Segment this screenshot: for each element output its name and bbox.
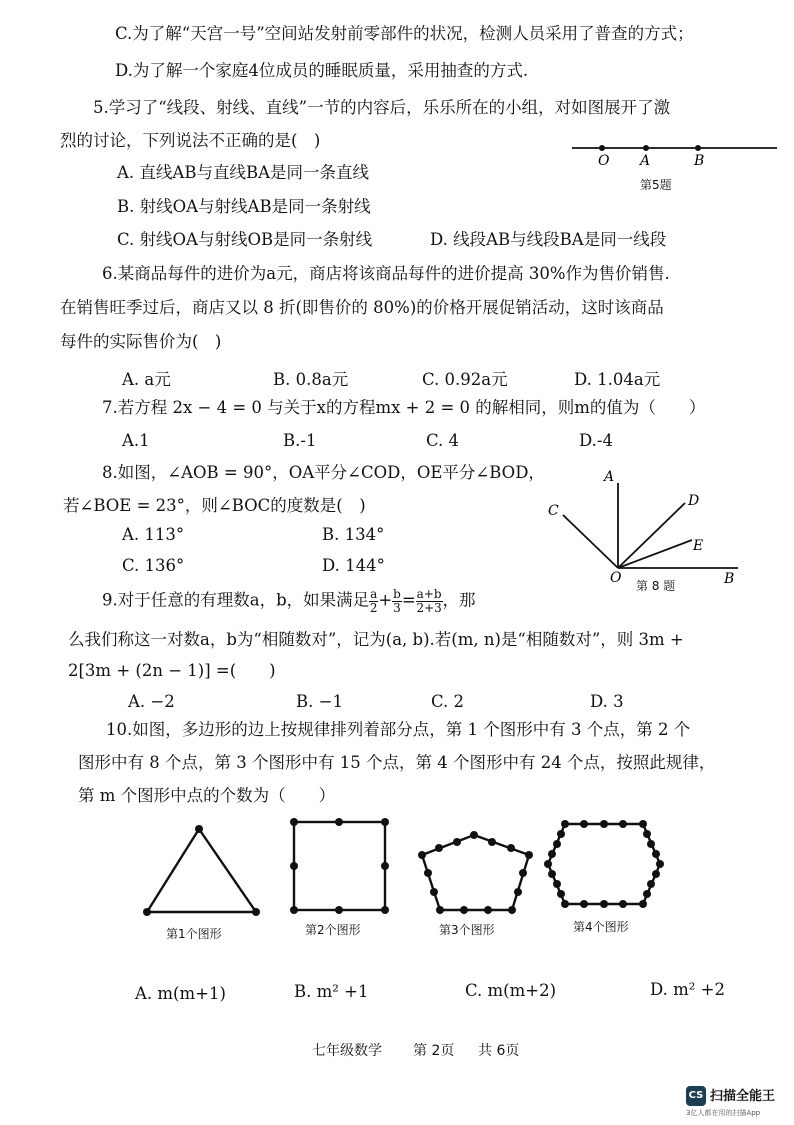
q7-option-d: D.-4 (579, 431, 613, 450)
q7-option-b: B.-1 (283, 431, 317, 450)
q8-point-a: A (604, 469, 615, 485)
q10-option-b: B. m² +1 (294, 982, 369, 1001)
q9-frac-a2: $\frac{a}{2}$ (369, 587, 378, 615)
q5-option-a: A. 直线AB与直线BA是同一条直线 (117, 163, 369, 182)
q6-line1: 6.某商品每件的进价为a元，商店将该商品每件的进价提高 30%作为售价销售. (102, 264, 670, 283)
q8-option-c: C. 136° (122, 556, 185, 575)
q7-option-c: C. 4 (426, 431, 460, 450)
prev-option-c: C.为了解“天宫一号”空间站发射前零部件的状况，检测人员采用了普查的方式； (115, 24, 694, 43)
q9-line1-pre: 9.对于任意的有理数a，b，如果满足 (102, 590, 370, 610)
q6-option-c: C. 0.92a元 (422, 370, 508, 389)
q10-line1: 10.如图，多边形的边上按规律排列着部分点，第 1 个图形中有 3 个点，第 2 个 (106, 720, 691, 739)
q8-caption: 第 8 题 (636, 579, 676, 593)
q9-line3: 2[3m + (2n − 1)] =( ) (68, 661, 276, 680)
scanner-logo-icon: CS (686, 1086, 706, 1106)
q9-frac-sum: $\frac{a+b}{2+3}$ (416, 587, 442, 615)
q6-line2: 在销售旺季过后，商店又以 8 折(即售价的 80%)的价格开展促销活动，这时该商品 (60, 298, 664, 317)
q8-point-b: B (724, 571, 735, 587)
q8-point-d: D (688, 493, 700, 509)
q10-line2: 图形中有 8 个点，第 3 个图形中有 15 个点，第 4 个图形中有 24 个点，按照此规律， (78, 753, 716, 772)
q5-point-o: O (598, 153, 610, 169)
q6-option-b: B. 0.8a元 (273, 370, 349, 389)
q5-line2: 烈的讨论，下列说法不正确的是( ) (60, 131, 321, 150)
q9-line2: 么我们称这一对数a，b为“相随数对”，记为(a, b).若(m, n)是“相随数对”，则 3m + (68, 630, 684, 649)
q9-frac-b3: $\frac{b}{3}$ (393, 587, 401, 615)
scanner-brand: 扫描全能王 (710, 1089, 776, 1104)
q10-figures (0, 810, 794, 920)
q10-caption-2: 第2个图形 (305, 923, 361, 937)
q5-option-b: B. 射线OA与射线AB是同一条射线 (117, 197, 371, 216)
q5-option-d: D. 线段AB与线段BA是同一线段 (430, 230, 667, 249)
q8-option-a: A. 113° (122, 525, 185, 544)
q7-option-a: A.1 (122, 431, 150, 450)
q7-line1: 7.若方程 2x − 4 = 0 与关于x的方程mx + 2 = 0 的解相同，则m的值为（ ） (102, 398, 706, 417)
q10-caption-3: 第3个图形 (439, 923, 495, 937)
q6-option-a: A. a元 (122, 370, 171, 389)
prev-option-d: D.为了解一个家庭4位成员的睡眠质量，采用抽查的方式. (115, 61, 529, 80)
q8-line2: 若∠BOE = 23°，则∠BOC的度数是( ) (63, 496, 366, 515)
q9-line1 (102, 588, 476, 614)
q10-line3: 第 m 个图形中点的个数为（ ） (78, 786, 336, 805)
q5-point-b: B (694, 153, 705, 169)
q10-option-d: D. m² +2 (650, 980, 725, 999)
q8-line1: 8.如图，∠AOB = 90°，OA平分∠COD，OE平分∠BOD， (102, 463, 545, 482)
q6-line3: 每件的实际售价为( ) (60, 332, 222, 351)
q9-option-c: C. 2 (431, 692, 465, 711)
q5-point-a: A (640, 153, 651, 169)
q8-point-c: C (548, 503, 559, 519)
q8-option-d: D. 144° (322, 556, 385, 575)
footer-subject: 七年级数学 (312, 1043, 382, 1059)
q8-figure (540, 465, 750, 590)
q5-caption: 第5题 (640, 178, 672, 192)
q10-caption-4: 第4个图形 (573, 920, 629, 934)
q8-option-b: B. 134° (322, 525, 385, 544)
q5-option-c: C. 射线OA与射线OB是同一条射线 (117, 230, 373, 249)
q9-line1-post: ，那 (442, 590, 476, 610)
footer-page: 第 2页 (413, 1043, 455, 1059)
q10-option-a: A. m(m+1) (135, 984, 226, 1003)
q9-option-d: D. 3 (590, 692, 624, 711)
q9-plus: + (378, 590, 393, 610)
q9-option-b: B. −1 (296, 692, 343, 711)
q9-eq: = (401, 590, 416, 610)
q6-option-d: D. 1.04a元 (574, 370, 661, 389)
scanner-tagline: 3亿人都在用的扫描App (686, 1109, 761, 1117)
q10-caption-1: 第1个图形 (166, 927, 222, 941)
q5-figure (570, 138, 780, 178)
q9-option-a: A. −2 (128, 692, 175, 711)
q10-option-c: C. m(m+2) (465, 981, 557, 1000)
q8-point-e: E (693, 538, 704, 554)
q5-line1: 5.学习了“线段、射线、直线”一节的内容后，乐乐所在的小组，对如图展开了激 (93, 98, 671, 117)
footer-total: 共 6页 (478, 1043, 520, 1059)
q8-point-o: O (610, 570, 622, 586)
